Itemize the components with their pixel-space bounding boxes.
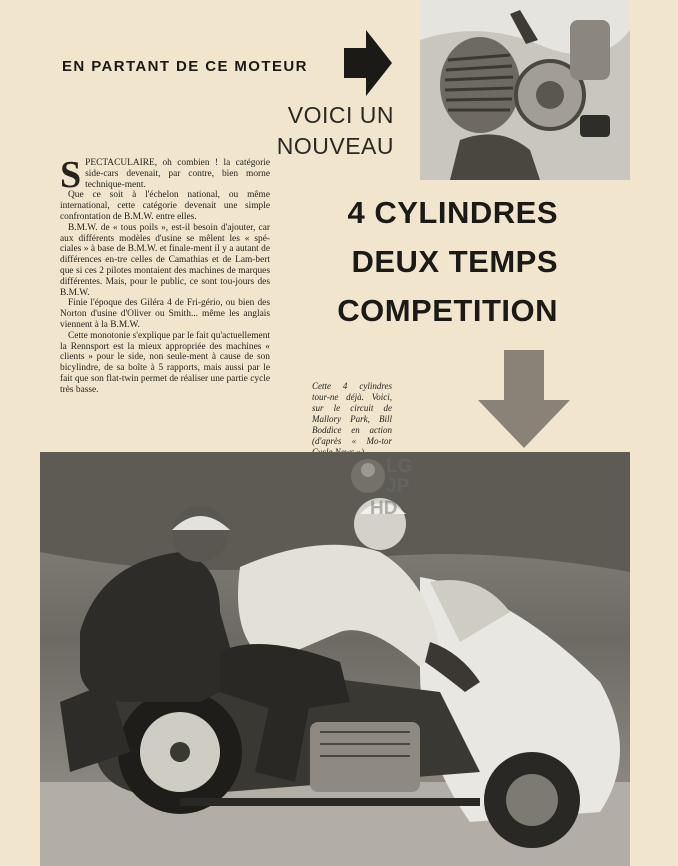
subtitle-line: NOUVEAU <box>276 133 394 159</box>
article-paragraph <box>60 154 270 196</box>
headline-line: DEUX TEMPS <box>351 244 558 279</box>
watermark-text: HD <box>370 498 398 519</box>
subtitle-line: VOICI UN <box>287 102 394 128</box>
sidecar-racing-photo <box>40 452 630 866</box>
article-paragraph: Cette monotonie s'explique par le fait qu'actuellement la Rennsport est la mieux appropriée des machines « clients » pour le side, non seule-ment à cause de son bicylindre, de sa boîte à 5 rapports, mais aussi par le fait que son flat-twin permet de réaliser une partie cycle très basse. <box>60 330 270 395</box>
watermark-logo <box>348 454 418 524</box>
watermark-text: LG <box>386 456 413 477</box>
subtitle <box>270 100 394 162</box>
headline-line: 4 CYLINDRES <box>347 195 558 230</box>
article-paragraph-text: PECTACULAIRE, oh combien ! la catégorie side-cars devenait, par contre, bien morne technique-ment. <box>85 158 270 190</box>
article-paragraph: B.M.W. de « tous poils », est-il besoin d'ajouter, car aux différents modèles d'usine se mêlent les « spé-ciales » à base de B.M.W. et finale-ment il y a autant de différences en-tre celles de Camathias et de Lam-bert que si ces 2 pilotes montaient des machines de marques différentes. Mais, pour le public, ce sont tou-jours des B.M.W. <box>60 222 270 298</box>
article-body <box>60 154 270 396</box>
arrow-right-icon <box>344 30 392 96</box>
arrow-down-icon <box>478 350 570 448</box>
kicker-heading: EN PARTANT DE CE MOTEUR <box>62 58 308 75</box>
article-paragraph: Finie l'époque des Giléra 4 de Fri-gério, ou bien des Norton d'usine d'Oliver ou Smith... même les anglais viennent à la B.M.W. <box>60 298 270 330</box>
headline-line: COMPETITION <box>337 293 558 328</box>
photo-caption: Cette 4 cylindres tour-ne déjà. Voici, sur le circuit de Mallory Park, Bill Boddice en action (d'après « Mo-tor <box>312 381 392 446</box>
drop-cap: S <box>60 154 82 196</box>
engine-photo <box>420 0 630 180</box>
watermark-text: JP <box>386 476 410 497</box>
article-paragraph: Que ce soit à l'échelon national, ou même international, cette catégorie devenait une simple confrontation de B.M.W. entre elles. <box>60 190 270 222</box>
headline <box>326 188 558 335</box>
